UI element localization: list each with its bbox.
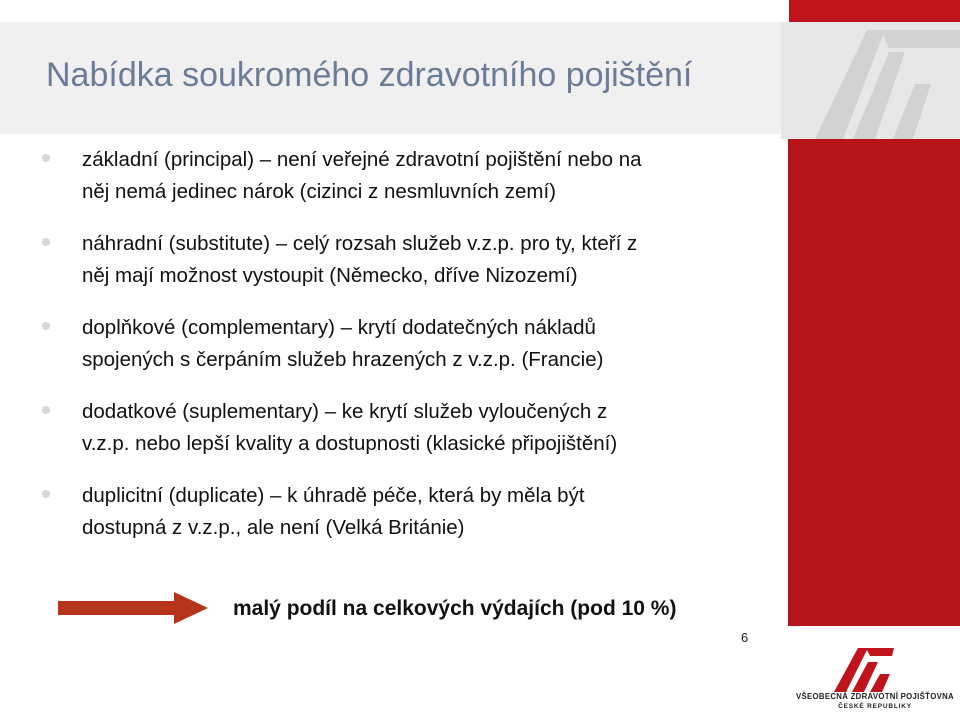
- bullet-text-line: něj nemá jedinec nárok (cizinci z nesmluvních zemí): [82, 180, 556, 203]
- bullet-item: [42, 480, 742, 544]
- bullet-text-line: základní (principal) – není veřejné zdravotní pojištění nebo na: [82, 148, 642, 171]
- bullet-dot-icon: [42, 490, 50, 498]
- vzp-logo-icon: [832, 646, 896, 692]
- bullet-item: [42, 312, 742, 376]
- bullet-text-line: dodatkové (suplementary) – ke krytí služeb vyloučených z: [82, 400, 608, 423]
- bullet-text-line: dostupná z v.z.p., ale není (Velká Británie): [82, 516, 465, 539]
- bullet-item: [42, 228, 742, 292]
- bullet-text-line: náhradní (substitute) – celý rozsah služeb v.z.p. pro ty, kteří z: [82, 232, 638, 255]
- bullet-text-line: spojených s čerpáním služeb hrazených z v.z.p. (Francie): [82, 348, 604, 371]
- bullet-item: [42, 396, 742, 460]
- bullet-dot-icon: [42, 406, 50, 414]
- right-red-bar: [788, 139, 960, 626]
- logo-text-line1: VŠEOBECNÁ ZDRAVOTNÍ POJIŠŤOVNA: [796, 692, 954, 701]
- slide-title: Nabídka soukromého zdravotního pojištění: [46, 56, 693, 94]
- logo-watermark-panel: [781, 22, 960, 139]
- vzp-watermark-icon: [781, 22, 960, 139]
- logo-text-line2: ČESKÉ REPUBLIKY: [838, 703, 912, 710]
- arrow-right-icon: [58, 592, 210, 624]
- top-red-strip: [789, 0, 960, 22]
- bullet-text-line: v.z.p. nebo lepší kvality a dostupnosti (klasické připojištění): [82, 432, 618, 455]
- bullet-text-line: něj mají možnost vystoupit (Německo, dříve Nizozemí): [82, 264, 578, 287]
- bullet-text-line: doplňkové (complementary) – krytí dodatečných nákladů: [82, 316, 596, 339]
- page-number: 6: [741, 630, 749, 645]
- bullet-text-line: duplicitní (duplicate) – k úhradě péče, která by měla být: [82, 484, 585, 507]
- bullet-dot-icon: [42, 238, 50, 246]
- conclusion-text: malý podíl na celkových výdajích (pod 10 %): [233, 597, 677, 620]
- bullet-dot-icon: [42, 322, 50, 330]
- bullet-item: [42, 144, 742, 208]
- bullet-list: [42, 144, 742, 564]
- bullet-dot-icon: [42, 154, 50, 162]
